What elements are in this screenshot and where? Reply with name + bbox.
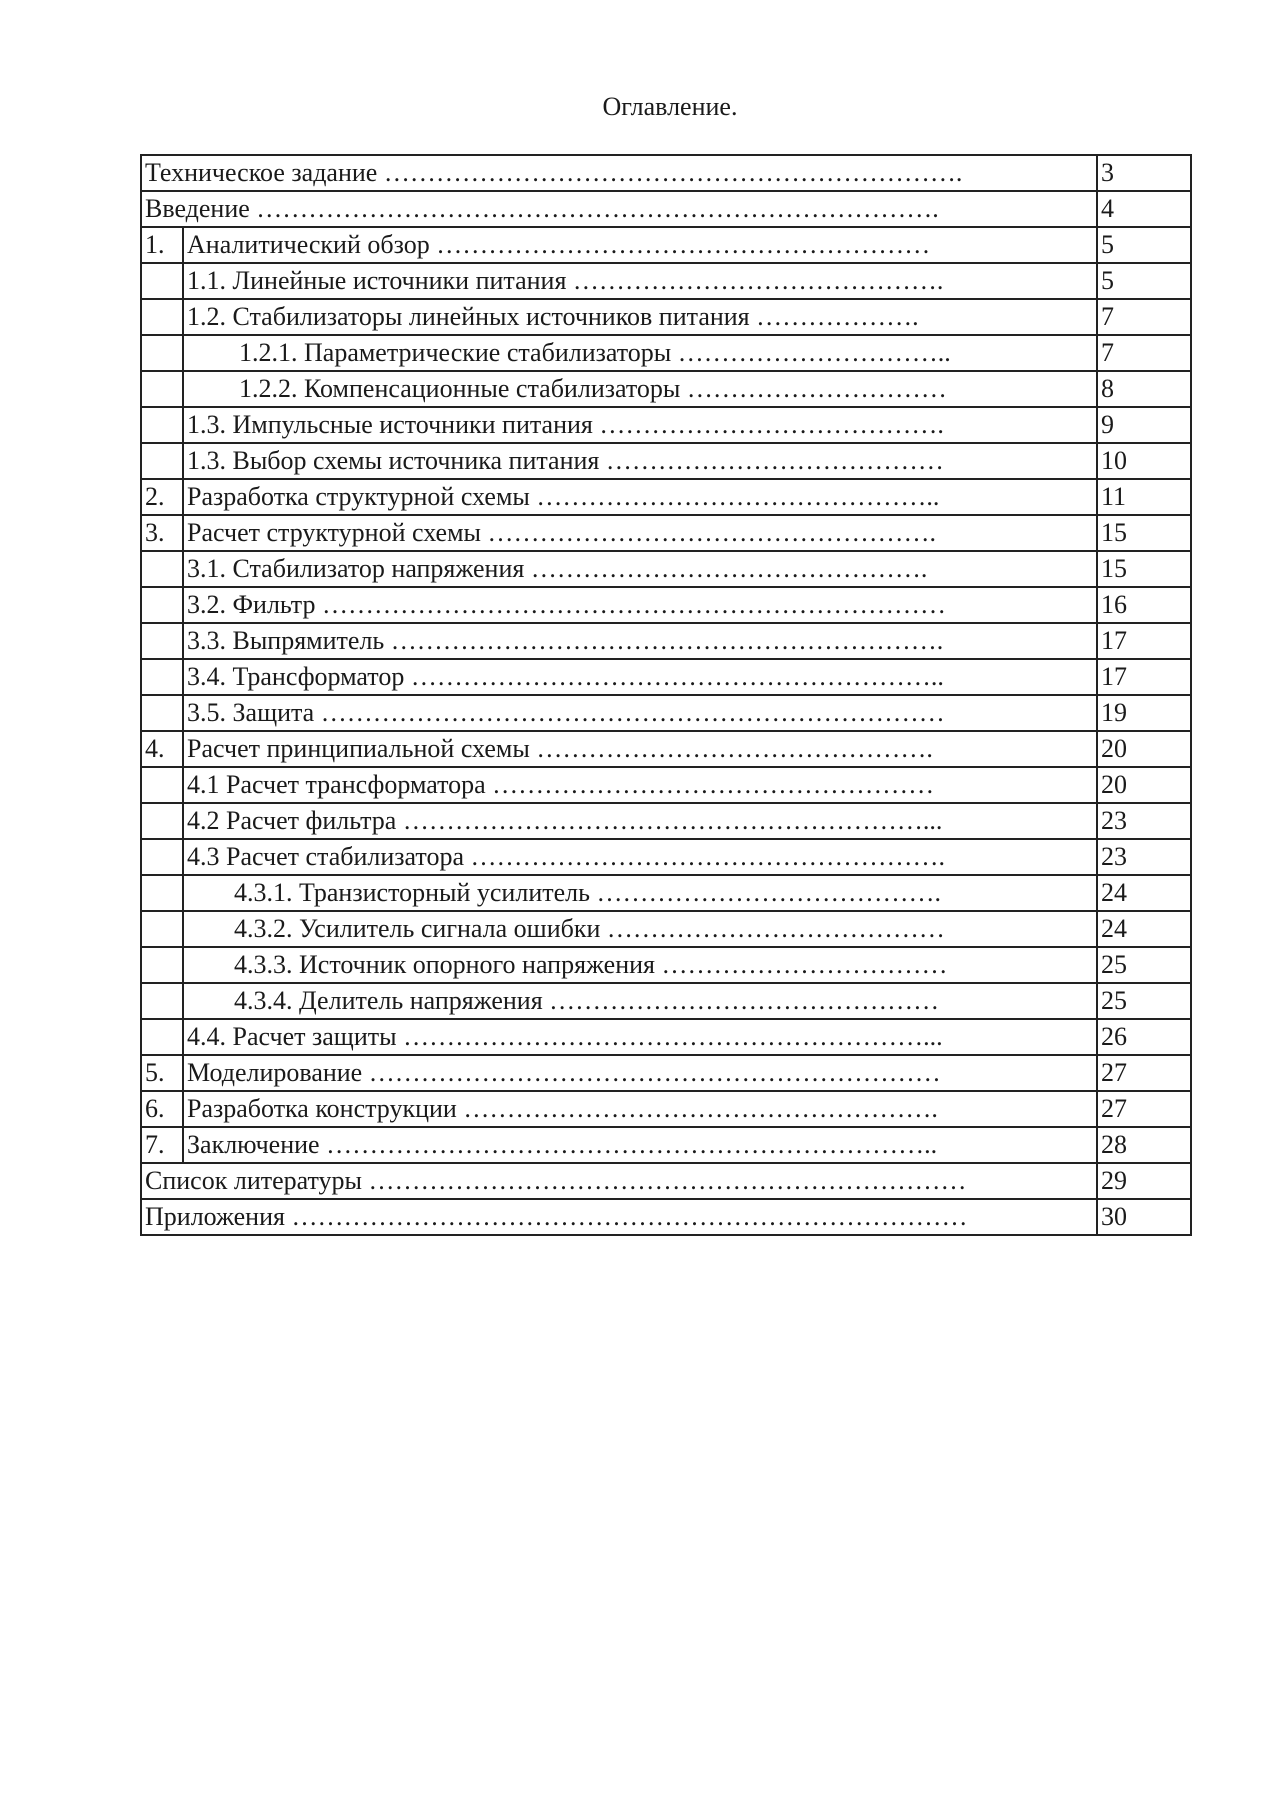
toc-row bbox=[141, 803, 1191, 839]
toc-entry-title: Разработка конструкции ………………………………………………. bbox=[183, 1091, 1097, 1127]
toc-entry-page: 7 bbox=[1097, 335, 1191, 371]
toc-entry-title: 3.1. Стабилизатор напряжения ………………………………………. bbox=[183, 551, 1097, 587]
toc-row bbox=[141, 839, 1191, 875]
toc-entry-title: Расчет принципиальной схемы ………………………………………. bbox=[183, 731, 1097, 767]
toc-entry-title: 4.2 Расчет фильтра ……………………………………………………... bbox=[183, 803, 1097, 839]
toc-row bbox=[141, 443, 1191, 479]
toc-entry-page: 20 bbox=[1097, 767, 1191, 803]
toc-entry-number bbox=[141, 983, 183, 1019]
toc-entry-title: 3.5. Защита ……………………………………………………………… bbox=[183, 695, 1097, 731]
toc-row bbox=[141, 911, 1191, 947]
toc-entry-title: 4.1 Расчет трансформатора …………………………………………… bbox=[183, 767, 1097, 803]
toc-entry-page: 30 bbox=[1097, 1199, 1191, 1235]
toc-entry-number bbox=[141, 947, 183, 983]
toc-entry-number: 1. bbox=[141, 227, 183, 263]
toc-row bbox=[141, 623, 1191, 659]
toc-entry-title: Список литературы …………………………………………………………… bbox=[141, 1163, 1097, 1199]
toc-entry-title: 4.3 Расчет стабилизатора ………………………………………………. bbox=[183, 839, 1097, 875]
toc-entry-page: 25 bbox=[1097, 983, 1191, 1019]
toc-row bbox=[141, 731, 1191, 767]
toc-entry-number bbox=[141, 371, 183, 407]
toc-entry-number: 3. bbox=[141, 515, 183, 551]
toc-entry-page: 26 bbox=[1097, 1019, 1191, 1055]
toc-row bbox=[141, 371, 1191, 407]
toc-entry-number bbox=[141, 911, 183, 947]
toc-entry-page: 27 bbox=[1097, 1091, 1191, 1127]
toc-entry-number bbox=[141, 659, 183, 695]
toc-entry-page: 9 bbox=[1097, 407, 1191, 443]
toc-entry-page: 20 bbox=[1097, 731, 1191, 767]
toc-entry-number bbox=[141, 839, 183, 875]
toc-entry-number bbox=[141, 263, 183, 299]
toc-entry-page: 15 bbox=[1097, 551, 1191, 587]
toc-entry-page: 4 bbox=[1097, 191, 1191, 227]
toc-entry-page: 10 bbox=[1097, 443, 1191, 479]
toc-entry-number bbox=[141, 875, 183, 911]
toc-body bbox=[141, 155, 1191, 1235]
toc-entry-number bbox=[141, 299, 183, 335]
toc-entry-number: 7. bbox=[141, 1127, 183, 1163]
toc-entry-number: 6. bbox=[141, 1091, 183, 1127]
toc-row bbox=[141, 1055, 1191, 1091]
toc-entry-number bbox=[141, 623, 183, 659]
toc-entry-page: 11 bbox=[1097, 479, 1191, 515]
toc-entry-title: Моделирование ………………………………………………………… bbox=[183, 1055, 1097, 1091]
toc-entry-title: 4.3.1. Транзисторный усилитель …………………………………. bbox=[183, 875, 1097, 911]
toc-entry-title: Расчет структурной схемы ……………………………………………. bbox=[183, 515, 1097, 551]
toc-row bbox=[141, 551, 1191, 587]
toc-entry-number: 4. bbox=[141, 731, 183, 767]
toc-entry-title: Аналитический обзор ………………………………………………… bbox=[183, 227, 1097, 263]
toc-row bbox=[141, 515, 1191, 551]
toc-entry-title: 1.1. Линейные источники питания ……………………………………. bbox=[183, 263, 1097, 299]
toc-row bbox=[141, 479, 1191, 515]
toc-entry-title: Разработка структурной схемы ……………………………………….. bbox=[183, 479, 1097, 515]
toc-entry-title: 4.3.3. Источник опорного напряжения …………………………… bbox=[183, 947, 1097, 983]
toc-entry-page: 28 bbox=[1097, 1127, 1191, 1163]
toc-entry-page: 24 bbox=[1097, 875, 1191, 911]
toc-entry-page: 8 bbox=[1097, 371, 1191, 407]
toc-entry-page: 23 bbox=[1097, 803, 1191, 839]
toc-entry-page: 5 bbox=[1097, 263, 1191, 299]
toc-entry-number: 2. bbox=[141, 479, 183, 515]
toc-entry-title: Заключение …………………………………………………………….. bbox=[183, 1127, 1097, 1163]
toc-entry-title: Техническое задание …………………………………………………………. bbox=[141, 155, 1097, 191]
toc-row bbox=[141, 1163, 1191, 1199]
toc-entry-page: 27 bbox=[1097, 1055, 1191, 1091]
toc-entry-title: Введение ……………………………………………………………………. bbox=[141, 191, 1097, 227]
toc-entry-page: 24 bbox=[1097, 911, 1191, 947]
toc-entry-number bbox=[141, 1019, 183, 1055]
toc-entry-page: 16 bbox=[1097, 587, 1191, 623]
toc-row bbox=[141, 1127, 1191, 1163]
toc-row bbox=[141, 1091, 1191, 1127]
toc-entry-title: 1.3. Импульсные источники питания …………………………………. bbox=[183, 407, 1097, 443]
toc-row bbox=[141, 1199, 1191, 1235]
table-of-contents bbox=[140, 154, 1192, 1236]
toc-entry-page: 29 bbox=[1097, 1163, 1191, 1199]
toc-row bbox=[141, 227, 1191, 263]
toc-entry-title: 4.4. Расчет защиты ……………………………………………………... bbox=[183, 1019, 1097, 1055]
toc-entry-number bbox=[141, 803, 183, 839]
toc-entry-page: 17 bbox=[1097, 623, 1191, 659]
toc-entry-page: 3 bbox=[1097, 155, 1191, 191]
toc-entry-number bbox=[141, 407, 183, 443]
toc-entry-title: Приложения …………………………………………………………………… bbox=[141, 1199, 1097, 1235]
toc-entry-title: 4.3.4. Делитель напряжения ……………………………………… bbox=[183, 983, 1097, 1019]
toc-row bbox=[141, 767, 1191, 803]
page-title: Оглавление. bbox=[602, 92, 738, 121]
toc-entry-number bbox=[141, 695, 183, 731]
toc-entry-number bbox=[141, 767, 183, 803]
toc-row bbox=[141, 299, 1191, 335]
toc-entry-title: 1.2. Стабилизаторы линейных источников питания ………………. bbox=[183, 299, 1097, 335]
toc-entry-number bbox=[141, 335, 183, 371]
toc-row bbox=[141, 1019, 1191, 1055]
toc-row bbox=[141, 983, 1191, 1019]
toc-entry-page: 5 bbox=[1097, 227, 1191, 263]
toc-row bbox=[141, 335, 1191, 371]
toc-row bbox=[141, 587, 1191, 623]
toc-entry-title: 3.3. Выпрямитель ………………………………………………………. bbox=[183, 623, 1097, 659]
toc-entry-page: 15 bbox=[1097, 515, 1191, 551]
toc-entry-page: 25 bbox=[1097, 947, 1191, 983]
toc-entry-title: 4.3.2. Усилитель сигнала ошибки ………………………………… bbox=[183, 911, 1097, 947]
toc-entry-number bbox=[141, 587, 183, 623]
toc-entry-title: 1.2.1. Параметрические стабилизаторы ………………………….. bbox=[183, 335, 1097, 371]
toc-entry-title: 3.4. Трансформатор …………………………………………………….. bbox=[183, 659, 1097, 695]
toc-entry-page: 19 bbox=[1097, 695, 1191, 731]
toc-row bbox=[141, 947, 1191, 983]
toc-row bbox=[141, 695, 1191, 731]
toc-entry-title: 1.3. Выбор схемы источника питания ………………………………… bbox=[183, 443, 1097, 479]
toc-entry-page: 17 bbox=[1097, 659, 1191, 695]
toc-row bbox=[141, 875, 1191, 911]
toc-entry-number bbox=[141, 443, 183, 479]
toc-entry-number: 5. bbox=[141, 1055, 183, 1091]
toc-row bbox=[141, 191, 1191, 227]
toc-entry-title: 3.2. Фильтр ……………………………………………………………… bbox=[183, 587, 1097, 623]
toc-entry-number bbox=[141, 551, 183, 587]
toc-row bbox=[141, 155, 1191, 191]
toc-row bbox=[141, 659, 1191, 695]
toc-entry-page: 7 bbox=[1097, 299, 1191, 335]
toc-row bbox=[141, 263, 1191, 299]
toc-row bbox=[141, 407, 1191, 443]
toc-entry-page: 23 bbox=[1097, 839, 1191, 875]
toc-entry-title: 1.2.2. Компенсационные стабилизаторы ………………………… bbox=[183, 371, 1097, 407]
